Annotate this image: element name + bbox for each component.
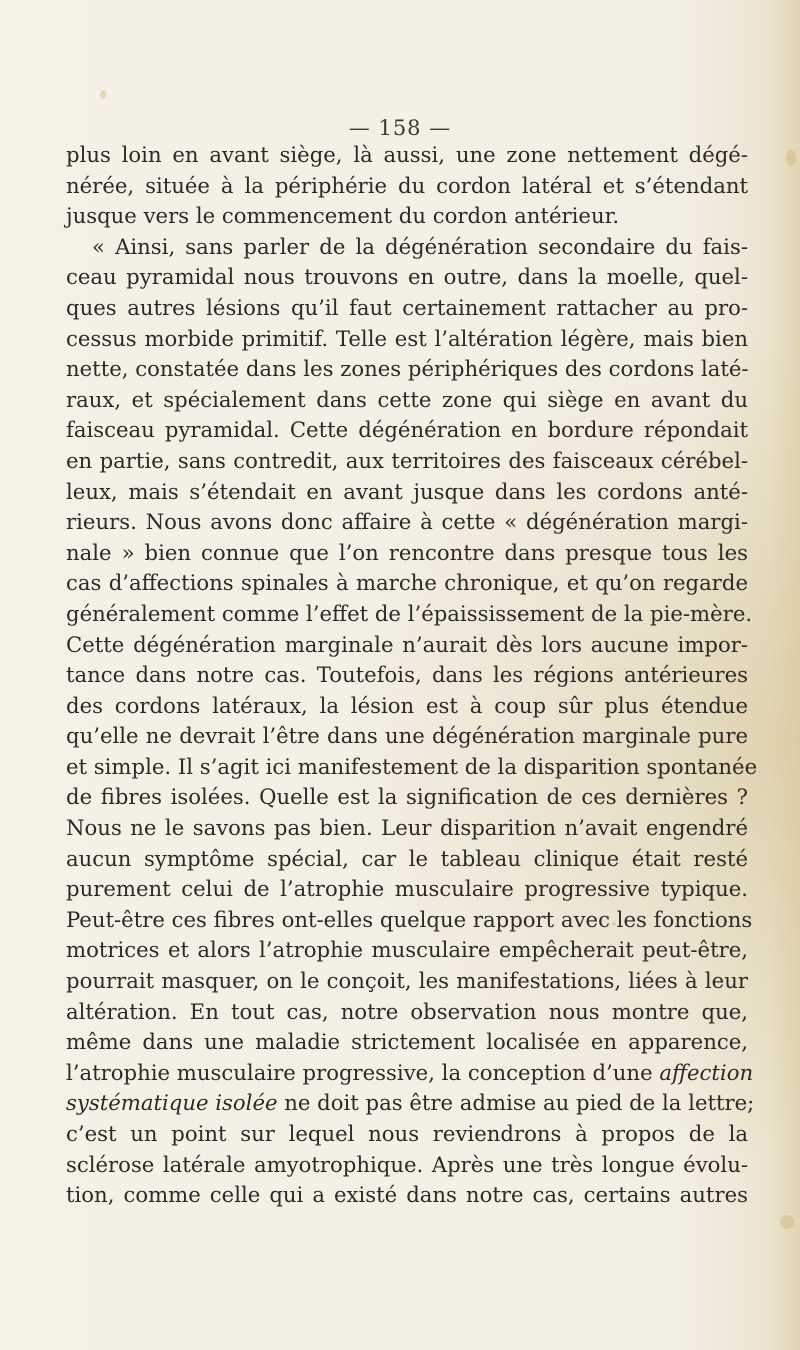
page-number: — 158 — [348,116,452,140]
text-line: raux, et spécialement dans cette zone qui siège en avant du [66,386,748,412]
text-line: Peut-être ces fibres ont-elles quelque rapport avec les fonctions [66,906,753,932]
text-line: cessus morbide primitif. Telle est l’altération légère, mais bien [66,325,748,351]
text-line: même dans une maladie strictement localisée en apparence, [66,1029,748,1055]
text-line: « Ainsi, sans parler de la dégénération secondaire du fais- [92,233,748,259]
italic-term: affection [659,1059,754,1085]
text-line: en partie, sans contredit, aux territoires des faisceaux cérébel- [66,447,748,473]
text-line: plus loin en avant siège, là aussi, une zone nettement dégé- [66,142,748,167]
text-line: cas d’affections spinales à marche chronique, et qu’on regarde [66,570,748,596]
text-line: nérée, située à la périphérie du cordon latéral et s’étendant [66,172,748,198]
text-line: leux, mais s’étendait en avant jusque dans les cordons anté- [66,478,748,504]
text-line: jusque vers le commencement du cordon antérieur. [66,203,620,229]
text-run: l’atrophie musculaire progressive, la conception d’une [66,1059,660,1085]
text-line: purement celui de l’atrophie musculaire progressive typique. [66,876,748,902]
text-line: faisceau pyramidal. Cette dégénération en bordure répondait [66,417,748,443]
text-line: de fibres isolées. Quelle est la signification de ces dernières ? [66,784,748,810]
text-line: motrices et alors l’atrophie musculaire empêcherait peut-être, [66,937,748,963]
text-line [66,1058,754,1089]
paper-stain [780,1215,794,1229]
text-line: Cette dégénération marginale n’aurait dès lors aucune impor- [66,631,748,657]
text-line: nette, constatée dans les zones périphériques des cordons laté- [66,356,749,382]
text-line: tance dans notre cas. Toutefois, dans les régions antérieures [66,662,748,688]
text-line: Nous ne le savons pas bien. Leur disparition n’avait engendré [66,815,748,841]
text-line: qu’elle ne devrait l’être dans une dégénération marginale pure [66,723,748,749]
text-line: rieurs. Nous avons donc affaire à cette « dégénération margi- [66,509,748,535]
text-line: et simple. Il s’agit ici manifestement de la disparition spontanée [66,753,758,779]
italic-term: systématique isolée [66,1090,278,1116]
text-line: c’est un point sur lequel nous reviendrons à propos de la [66,1121,748,1146]
text-line: aucun symptôme spécial, car le tableau clinique était resté [66,845,748,871]
text-line: des cordons latéraux, la lésion est à coup sûr plus étendue [66,692,748,718]
text-line: pourrait masquer, on le conçoit, les manifestations, liées à leur [66,968,748,994]
text-line: altération. En tout cas, notre observation nous montre que, [66,998,748,1024]
text-line: généralement comme l’effet de l’épaississement de la pie-mère. [66,600,753,626]
text-run: ne doit pas être admise au pied de la lettre; [277,1090,755,1116]
text-line: nale » bien connue que l’on rencontre dans presque tous les [66,539,748,565]
text-line [66,1088,755,1119]
text-line: ques autres lésions qu’il faut certainement rattacher au pro- [66,294,748,320]
body-text [66,140,758,1211]
text-line: ceau pyramidal nous trouvons en outre, dans la moelle, quel- [66,264,748,290]
text-line: sclérose latérale amyotrophique. Après une très longue évolu- [66,1151,748,1177]
text-line: tion, comme celle qui a existé dans notre cas, certains autres [66,1182,748,1208]
paper-stain [100,90,106,99]
paper-stain [786,150,796,166]
